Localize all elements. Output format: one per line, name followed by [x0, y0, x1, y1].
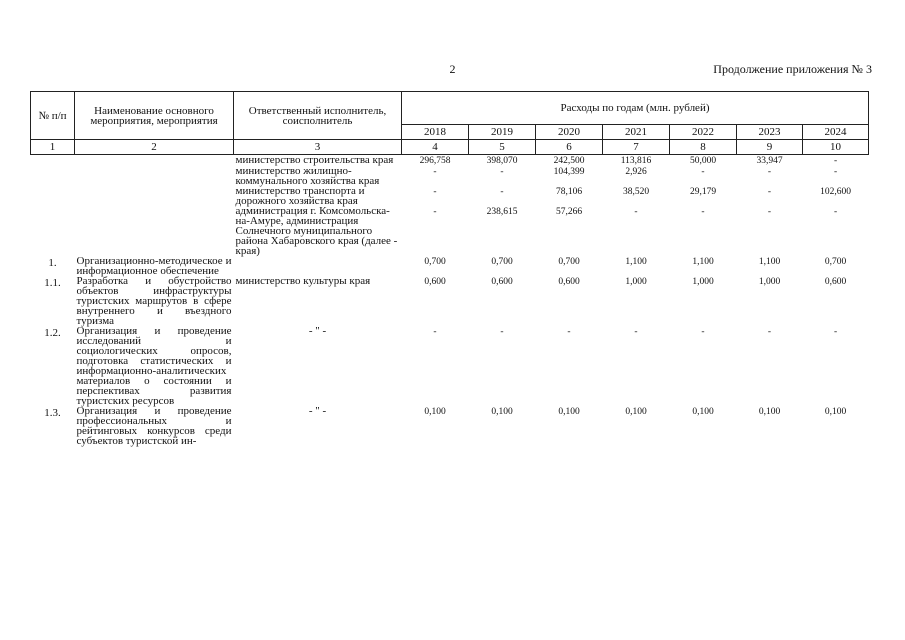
appendix-continuation-note: Продолжение приложения № 3 — [713, 62, 872, 76]
expense-value: 1,100 — [625, 257, 647, 267]
header-year: 2020 — [536, 125, 603, 140]
table-row — [31, 256, 869, 276]
expense-value: 0,100 — [692, 407, 714, 417]
expense-value: - — [767, 187, 772, 197]
header-row-number: № п/п — [31, 92, 75, 140]
expense-value: - — [433, 207, 437, 217]
row-number: 1.3. — [44, 407, 61, 419]
expense-value: - — [500, 167, 504, 177]
expense-value: 0,100 — [625, 407, 647, 417]
expense-value: 296,758 — [419, 156, 451, 166]
expense-value: 0,700 — [424, 257, 446, 267]
expense-value: 0,600 — [424, 277, 446, 287]
table-row — [31, 326, 869, 406]
expense-value: - — [634, 327, 638, 337]
expense-value: - — [567, 327, 571, 337]
expense-value: - — [767, 167, 772, 177]
row-number: 1.1. — [44, 277, 61, 289]
column-number: 1 — [31, 140, 75, 155]
activity-name: Организационно-методическое и информационное обеспечение — [76, 255, 232, 277]
expense-value: - — [767, 327, 772, 337]
expense-value: 102,600 — [820, 187, 851, 197]
expense-value: 1,000 — [625, 277, 647, 287]
expense-value: 33,947 — [756, 156, 783, 166]
activity-name: Организация и проведение профессиональных и рейтинговых конкурсов среди субъектов туристской ин- — [76, 405, 232, 447]
expense-value: - — [701, 327, 705, 337]
activity-name — [75, 155, 234, 167]
executor: - " - — [308, 405, 327, 417]
expense-value: - — [833, 207, 838, 217]
table-body — [31, 155, 869, 447]
header-executor: Ответственный исполнитель, соисполнитель — [234, 92, 402, 140]
column-numbers-row — [31, 140, 869, 155]
header-year: 2022 — [670, 125, 737, 140]
expense-value: - — [701, 167, 705, 177]
expense-value: - — [767, 207, 772, 217]
expense-value: - — [701, 207, 705, 217]
column-number: 6 — [536, 140, 603, 155]
column-number: 4 — [402, 140, 469, 155]
expense-value: 38,520 — [622, 187, 650, 197]
column-number: 5 — [469, 140, 536, 155]
row-number — [31, 155, 75, 167]
expense-value: 0,100 — [491, 407, 513, 417]
expense-value: 0,100 — [824, 407, 847, 417]
column-number: 3 — [234, 140, 402, 155]
executor: министерство строительства края — [235, 154, 394, 166]
column-number: 8 — [670, 140, 737, 155]
expense-value: 57,266 — [555, 207, 583, 217]
header-year: 2024 — [803, 125, 869, 140]
executor: министерство транспорта и дорожного хозяйства края — [235, 185, 365, 207]
expense-value: 0,100 — [558, 407, 580, 417]
header-expenses-by-year: Расходы по годам (млн. рублей) — [402, 92, 869, 125]
expense-value: 398,070 — [486, 156, 518, 166]
executor: министерство культуры края — [235, 275, 371, 287]
expense-value: 0,600 — [558, 277, 580, 287]
executor: - " - — [308, 325, 327, 337]
expense-value: 1,000 — [758, 277, 781, 287]
row-number — [31, 166, 75, 186]
activity-name — [75, 206, 234, 256]
header-year: 2023 — [737, 125, 803, 140]
expense-value: - — [433, 187, 437, 197]
activity-name: Разработка и обустройство объектов инфраструктуры туристских маршрутов в сфере внутреннего и въездного туризма — [76, 275, 232, 327]
expense-value: - — [833, 156, 838, 166]
column-number: 7 — [603, 140, 670, 155]
expense-value: 1,100 — [758, 257, 781, 267]
table-row — [31, 155, 869, 167]
column-number: 9 — [737, 140, 803, 155]
table-header — [31, 92, 869, 155]
table-row — [31, 276, 869, 326]
expense-value: 0,100 — [758, 407, 781, 417]
executor: министерство жилищно-коммунального хозяйства края — [235, 165, 380, 187]
row-number: 1. — [48, 257, 57, 269]
expense-value: - — [634, 207, 638, 217]
expense-value: 104,399 — [553, 167, 585, 177]
header-year: 2018 — [402, 125, 469, 140]
column-number: 2 — [75, 140, 234, 155]
table-row — [31, 406, 869, 446]
expense-value: 0,600 — [824, 277, 847, 287]
table-row — [31, 206, 869, 256]
expense-value: 1,000 — [692, 277, 714, 287]
expense-value: - — [433, 327, 437, 337]
header-activity-name: Наименование основного мероприятия, мероприятия — [75, 92, 234, 140]
executor: администрация г. Комсомольска-на-Амуре, администрация Солнечного муниципального района Хабаровского края (далее - края) — [235, 205, 398, 257]
header-year: 2019 — [469, 125, 536, 140]
expenses-table — [30, 91, 869, 446]
expense-value: 0,700 — [491, 257, 513, 267]
table-row — [31, 186, 869, 206]
column-number: 10 — [803, 140, 869, 155]
expense-value: 2,926 — [625, 167, 647, 177]
expense-value: 29,179 — [689, 187, 717, 197]
expense-value: 0,700 — [558, 257, 580, 267]
expense-value: 242,500 — [553, 156, 585, 166]
expense-value: 238,615 — [486, 207, 518, 217]
expense-value: 113,816 — [620, 156, 652, 166]
expense-value: 0,100 — [424, 407, 446, 417]
activity-name — [75, 186, 234, 206]
expense-value: 78,106 — [555, 187, 583, 197]
expense-value: - — [500, 327, 504, 337]
expense-value: 50,000 — [689, 156, 717, 166]
executor — [234, 256, 402, 276]
row-number: 1.2. — [44, 327, 61, 339]
expense-value: 0,700 — [824, 257, 847, 267]
header-year: 2021 — [603, 125, 670, 140]
row-number — [31, 206, 75, 256]
expense-value: - — [833, 167, 838, 177]
row-number — [31, 186, 75, 206]
expense-value: 1,100 — [692, 257, 714, 267]
table-row — [31, 166, 869, 186]
expense-value: - — [500, 187, 504, 197]
expense-value: - — [433, 167, 437, 177]
expense-value: - — [833, 327, 838, 337]
activity-name — [75, 166, 234, 186]
page-number: 2 — [449, 62, 456, 76]
activity-name: Организация и проведение исследований и социологических опросов, подготовка статистических и информационно-аналитических материалов о состоянии и перспективах развития туристских ресурсов — [76, 325, 232, 407]
expense-value: 0,600 — [491, 277, 513, 287]
